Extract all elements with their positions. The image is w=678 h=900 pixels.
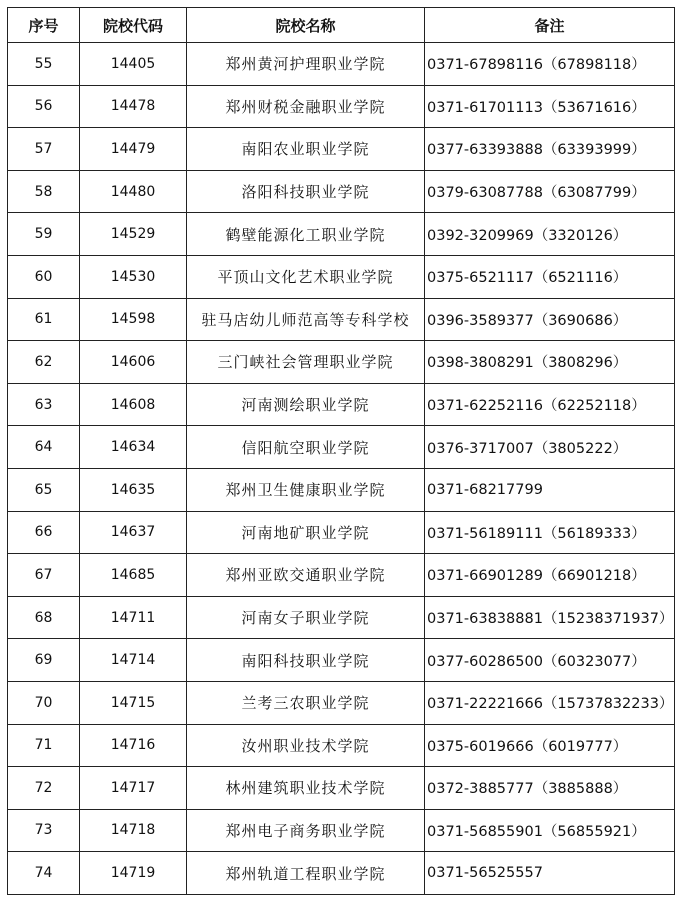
contact-note: 0376-3717007（3805222） (425, 426, 675, 469)
row-index: 62 (8, 341, 80, 384)
school-code: 14718 (80, 809, 187, 852)
row-index: 58 (8, 170, 80, 213)
school-code: 14714 (80, 639, 187, 682)
row-index: 64 (8, 426, 80, 469)
row-index: 66 (8, 511, 80, 554)
table-row (8, 681, 675, 724)
contact-note: 0375-6019666（6019777） (425, 724, 675, 767)
school-code: 14715 (80, 681, 187, 724)
school-code: 14405 (80, 43, 187, 86)
row-index: 71 (8, 724, 80, 767)
colleges-table (7, 7, 675, 895)
row-index: 73 (8, 809, 80, 852)
school-name: 鹤壁能源化工职业学院 (187, 213, 425, 256)
school-name: 汝州职业技术学院 (187, 724, 425, 767)
school-code: 14717 (80, 767, 187, 810)
row-index: 74 (8, 852, 80, 895)
school-code: 14479 (80, 128, 187, 171)
row-index: 56 (8, 85, 80, 128)
contact-note: 0396-3589377（3690686） (425, 298, 675, 341)
school-name: 郑州财税金融职业学院 (187, 85, 425, 128)
school-name: 洛阳科技职业学院 (187, 170, 425, 213)
table-row (8, 383, 675, 426)
school-name: 河南测绘职业学院 (187, 383, 425, 426)
table-row (8, 341, 675, 384)
row-index: 57 (8, 128, 80, 171)
school-name: 信阳航空职业学院 (187, 426, 425, 469)
row-index: 65 (8, 468, 80, 511)
table-row (8, 128, 675, 171)
contact-note: 0398-3808291（3808296） (425, 341, 675, 384)
school-code: 14685 (80, 554, 187, 597)
school-code: 14716 (80, 724, 187, 767)
school-name: 郑州亚欧交通职业学院 (187, 554, 425, 597)
contact-note: 0372-3885777（3885888） (425, 767, 675, 810)
school-code: 14478 (80, 85, 187, 128)
header-note: 备注 (425, 8, 675, 43)
school-name: 驻马店幼儿师范高等专科学校 (187, 298, 425, 341)
contact-note: 0392-3209969（3320126） (425, 213, 675, 256)
school-name: 郑州轨道工程职业学院 (187, 852, 425, 895)
row-index: 61 (8, 298, 80, 341)
school-name: 林州建筑职业技术学院 (187, 767, 425, 810)
school-code: 14635 (80, 468, 187, 511)
school-code: 14606 (80, 341, 187, 384)
row-index: 55 (8, 43, 80, 86)
table-row (8, 426, 675, 469)
contact-note: 0379-63087788（63087799） (425, 170, 675, 213)
table-row (8, 298, 675, 341)
school-code: 14608 (80, 383, 187, 426)
contact-note: 0377-63393888（63393999） (425, 128, 675, 171)
contact-note: 0371-56189111（56189333） (425, 511, 675, 554)
contact-note: 0371-62252116（62252118） (425, 383, 675, 426)
school-code: 14711 (80, 596, 187, 639)
school-name: 平顶山文化艺术职业学院 (187, 255, 425, 298)
table-row (8, 639, 675, 682)
school-code: 14480 (80, 170, 187, 213)
row-index: 72 (8, 767, 80, 810)
school-name: 兰考三农职业学院 (187, 681, 425, 724)
school-code: 14529 (80, 213, 187, 256)
contact-note: 0371-22221666（15737832233） (425, 681, 675, 724)
row-index: 67 (8, 554, 80, 597)
header-code: 院校代码 (80, 8, 187, 43)
contact-note: 0377-60286500（60323077） (425, 639, 675, 682)
table-row (8, 85, 675, 128)
table-body (8, 43, 675, 895)
contact-note: 0371-61701113（53671616） (425, 85, 675, 128)
table-row (8, 767, 675, 810)
school-name: 郑州电子商务职业学院 (187, 809, 425, 852)
contact-note: 0371-66901289（66901218） (425, 554, 675, 597)
school-code: 14598 (80, 298, 187, 341)
header-index: 序号 (8, 8, 80, 43)
school-name: 河南地矿职业学院 (187, 511, 425, 554)
table-row (8, 852, 675, 895)
school-code: 14530 (80, 255, 187, 298)
contact-note: 0371-67898116（67898118） (425, 43, 675, 86)
school-code: 14637 (80, 511, 187, 554)
school-code: 14634 (80, 426, 187, 469)
table-row (8, 554, 675, 597)
table-row (8, 596, 675, 639)
header-row (8, 8, 675, 43)
table-row (8, 43, 675, 86)
contact-note: 0371-56525557 (425, 852, 675, 895)
contact-note: 0371-56855901（56855921） (425, 809, 675, 852)
table-row (8, 170, 675, 213)
table-row (8, 724, 675, 767)
school-code: 14719 (80, 852, 187, 895)
school-name: 三门峡社会管理职业学院 (187, 341, 425, 384)
table-row (8, 511, 675, 554)
school-name: 郑州黄河护理职业学院 (187, 43, 425, 86)
contact-note: 0371-63838881（15238371937） (425, 596, 675, 639)
row-index: 59 (8, 213, 80, 256)
table-row (8, 809, 675, 852)
row-index: 70 (8, 681, 80, 724)
table-row (8, 255, 675, 298)
row-index: 68 (8, 596, 80, 639)
contact-note: 0375-6521117（6521116） (425, 255, 675, 298)
school-name: 郑州卫生健康职业学院 (187, 468, 425, 511)
table-row (8, 468, 675, 511)
school-name: 南阳农业职业学院 (187, 128, 425, 171)
header-name: 院校名称 (187, 8, 425, 43)
school-name: 河南女子职业学院 (187, 596, 425, 639)
table-row (8, 213, 675, 256)
row-index: 60 (8, 255, 80, 298)
school-name: 南阳科技职业学院 (187, 639, 425, 682)
contact-note: 0371-68217799 (425, 468, 675, 511)
row-index: 63 (8, 383, 80, 426)
row-index: 69 (8, 639, 80, 682)
